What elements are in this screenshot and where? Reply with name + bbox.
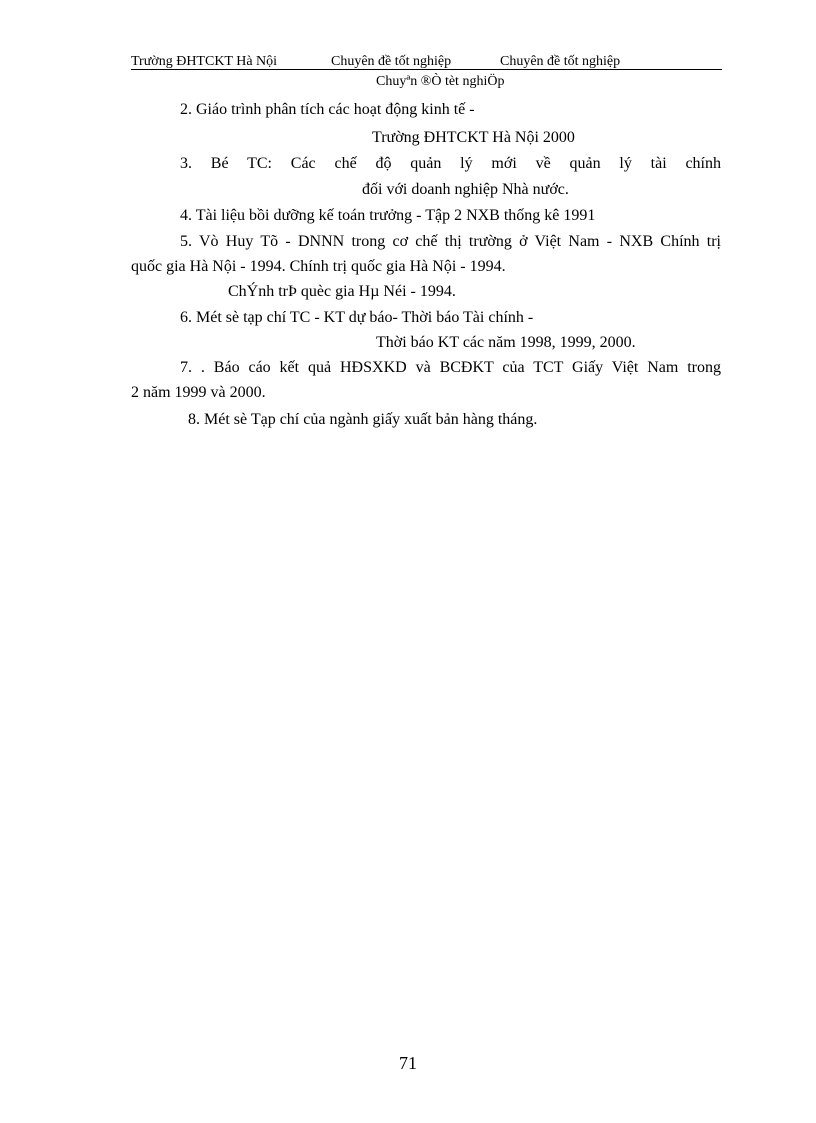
ref-2-line-1: 2. Giáo trình phân tích các hoạt động kinh tế - xyxy=(180,101,475,118)
page-number: 71 xyxy=(399,1053,417,1073)
ref-5-line-3: ChÝnh trÞ quèc gia Hµ Néi - 1994. xyxy=(228,283,456,300)
header-rule xyxy=(131,69,722,70)
header-label-2: Chuyên đề tốt nghiệp xyxy=(500,54,621,69)
ref-8: 8. Mét sè Tạp chí của ngành giấy xuất bản hàng tháng. xyxy=(188,411,538,428)
ref-6-line-2: Thời báo KT các năm 1998, 1999, 2000. xyxy=(376,334,636,351)
ref-6-line-1: 6. Mét sè tạp chí TC - KT dự báo- Thời báo Tài chính - xyxy=(180,309,534,326)
ref-5-line-2: quốc gia Hà Nội - 1994. Chính trị quốc gia Hà Nội - 1994. xyxy=(131,258,506,275)
ref-2-line-2: Trường ĐHTCKT Hà Nội 2000 xyxy=(372,129,575,146)
ref-5-line-1: 5. Vò Huy Tõ - DNNN trong cơ chế thị trường ở Việt Nam - NXB Chính trị xyxy=(180,233,721,250)
ref-4: 4. Tài liệu bồi dưỡng kế toán trưởng - Tập 2 NXB thống kê 1991 xyxy=(180,207,596,224)
header-school: Trường ĐHTCKT Hà Nội xyxy=(131,54,278,69)
ref-7-line-1: 7. . Báo cáo kết quả HĐSXKD và BCĐKT của TCT Giấy Việt Nam trong xyxy=(180,359,721,376)
header-garbled-title: Chuyªn ®Ò tèt nghiÖp xyxy=(376,74,505,89)
ref-3-line-2: đối với doanh nghiệp Nhà nước. xyxy=(362,181,569,198)
ref-3-line-1: 3. Bé TC: Các chế độ quản lý mới về quản lý tài chính xyxy=(180,155,721,172)
ref-7-line-2: 2 năm 1999 và 2000. xyxy=(131,384,266,401)
header-label-1: Chuyên đề tốt nghiệp xyxy=(331,54,452,69)
